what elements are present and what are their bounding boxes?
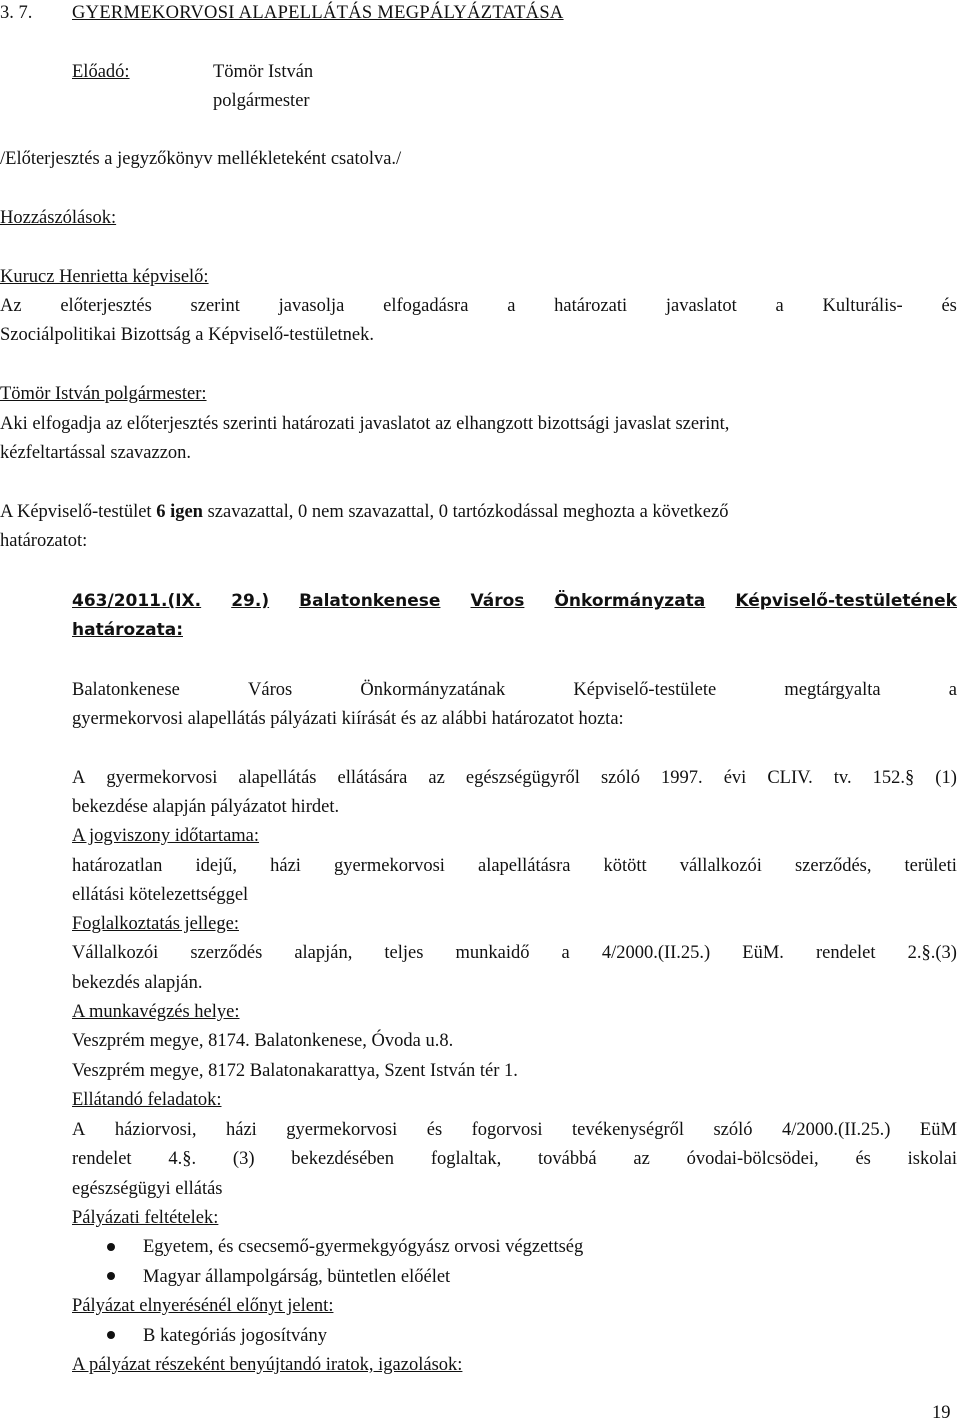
heading-elony: Pályázat elnyerésénél előnyt jelent: — [72, 1296, 334, 1316]
munkavegzes-line2: Veszprém megye, 8172 Balatonakarattya, Szent István tér 1. — [72, 1061, 518, 1081]
para1-line2: bekezdése alapján pályázatot hirdet. — [72, 797, 340, 817]
word: előterjesztés — [60, 296, 152, 316]
word: és — [855, 1149, 871, 1169]
word: és — [426, 1120, 443, 1140]
word: Önkormányzatának — [360, 680, 506, 700]
foglalkoztatas-line1 — [72, 944, 957, 963]
word: Képviselő-testülete — [573, 680, 717, 700]
vote-bold: 6 igen — [156, 502, 203, 522]
word: gyermekorvosi — [333, 856, 445, 876]
word: Önkormányzata — [554, 591, 706, 611]
word: alapellátás — [238, 768, 317, 788]
jogviszony-line1 — [72, 857, 957, 876]
word: fogorvosi — [471, 1120, 543, 1140]
resolution-intro-line1 — [72, 681, 957, 700]
word: Balatonkenese — [72, 680, 180, 700]
comments-heading: Hozzászólások: — [0, 208, 117, 228]
word: 152.§ — [872, 768, 915, 788]
word: háziorvosi, — [114, 1120, 197, 1140]
word: Az — [0, 296, 22, 316]
word: (1) — [935, 768, 957, 788]
word: a — [948, 680, 957, 700]
word: Vállalkozói — [72, 943, 159, 963]
word: EüM. — [742, 943, 784, 963]
word: gyermekorvosi — [106, 768, 218, 788]
feladatok-line2 — [72, 1150, 957, 1169]
word: a — [507, 296, 516, 316]
word: (3) — [232, 1149, 255, 1169]
word: és — [941, 296, 957, 316]
resolution-intro-line2: gyermekorvosi alapellátás pályázati kiírását és az alábbi határozatot hozta: — [72, 709, 624, 729]
elony-item: B kategóriás jogosítvány — [143, 1326, 327, 1346]
word: EüM — [919, 1120, 957, 1140]
munkavegzes-line1: Veszprém megye, 8174. Balatonkenese, Óvoda u.8. — [72, 1031, 454, 1051]
speaker2-name: Tömör István polgármester: — [0, 384, 207, 404]
word: alapján, — [294, 943, 353, 963]
heading-jogviszony: A jogviszony időtartama: — [72, 826, 260, 846]
word: a — [561, 943, 570, 963]
word: évi — [723, 768, 747, 788]
speaker1-line2: Szociálpolitikai Bizottság a Képviselő-testületnek. — [0, 325, 375, 345]
word: 4/2000.(II.25.) — [782, 1120, 891, 1140]
word: Balatonkenese — [299, 591, 441, 611]
word: tevékenységről — [572, 1120, 685, 1140]
heading-foglalkoztatas: Foglalkoztatás jellege: — [72, 914, 239, 934]
vote-line1 — [0, 503, 728, 522]
heading-feladatok: Ellátandó feladatok: — [72, 1090, 222, 1110]
vote-post: szavazattal, 0 nem szavazattal, 0 tartózkodással meghozta a következő — [202, 502, 729, 522]
word: szerződés, — [794, 856, 872, 876]
speaker2-line2: kézfeltartással szavazzon. — [0, 443, 192, 463]
word: munkaidő — [455, 943, 530, 963]
word: vállalkozói — [679, 856, 762, 876]
word: alapellátásra — [478, 856, 571, 876]
word: az — [633, 1149, 650, 1169]
word: foglaltak, — [430, 1149, 502, 1169]
word: területi — [904, 856, 957, 876]
page-number: 19 — [932, 1403, 951, 1423]
word: 29.) — [231, 591, 270, 611]
heading-feltetelek: Pályázati feltételek: — [72, 1208, 219, 1228]
word: rendelet — [815, 943, 876, 963]
word: gyermekorvosi — [286, 1120, 398, 1140]
resolution-title-line2: határozata: — [72, 620, 183, 640]
word: házi — [270, 856, 301, 876]
attachment-note: /Előterjesztés a jegyzőkönyv mellékleteként csatolva./ — [0, 149, 402, 169]
word: rendelet — [72, 1149, 132, 1169]
word: CLIV. — [767, 768, 813, 788]
word: Város — [248, 680, 293, 700]
speaker1-name: Kurucz Henrietta képviselő: — [0, 267, 209, 287]
word: kötött — [603, 856, 647, 876]
word: A — [72, 768, 86, 788]
bullet-icon — [107, 1272, 115, 1280]
word: javasolja — [278, 296, 345, 316]
word: a — [775, 296, 784, 316]
speaker1-line1 — [0, 297, 957, 316]
feladatok-line1 — [72, 1121, 957, 1140]
word: elfogadásra — [383, 296, 469, 316]
word: 2.§.(3) — [907, 943, 957, 963]
word: az — [428, 768, 445, 788]
word: idejű, — [195, 856, 238, 876]
vote-pre: A Képviselő-testület — [0, 502, 157, 522]
word: iskolai — [907, 1149, 957, 1169]
word: szerződés — [190, 943, 263, 963]
word: tv. — [833, 768, 852, 788]
speaker2-line1: Aki elfogadja az előterjesztés szerinti határozati javaslatot az elhangzott bizottsági javaslat szerint, — [0, 414, 730, 434]
word: szóló — [713, 1120, 753, 1140]
jogviszony-line2: ellátási kötelezettséggel — [72, 885, 249, 905]
word: Képviselő-testületének — [735, 591, 957, 611]
foglalkoztatas-line2: bekezdés alapján. — [72, 973, 203, 993]
word: határozati — [554, 296, 628, 316]
feladatok-line3: egészségügyi ellátás — [72, 1179, 223, 1199]
word: teljes — [384, 943, 424, 963]
word: 1997. — [661, 768, 703, 788]
heading-iratok: A pályázat részeként benyújtandó iratok, igazolások: — [72, 1355, 463, 1375]
word: továbbá — [538, 1149, 597, 1169]
word: házi — [226, 1120, 257, 1140]
vote-line2: határozatot: — [0, 531, 88, 551]
bullet-icon — [107, 1331, 115, 1339]
word: Város — [470, 591, 525, 611]
word: 463/2011.(IX. — [72, 591, 202, 611]
presenter-label: Előadó: — [72, 62, 130, 82]
word: ellátására — [337, 768, 408, 788]
section-number: 3. 7. — [0, 3, 33, 23]
para1-line1 — [72, 769, 957, 788]
presenter-role: polgármester — [213, 91, 310, 111]
word: 4/2000.(II.25.) — [601, 943, 711, 963]
section-title: GYERMEKORVOSI ALAPELLÁTÁS MEGPÁLYÁZTATÁSA — [72, 3, 564, 23]
presenter-name: Tömör István — [213, 62, 314, 82]
word: Kulturális- — [822, 296, 903, 316]
heading-munkavegzes: A munkavégzés helye: — [72, 1002, 240, 1022]
feltetelek-item: Egyetem, és csecsemő-gyermekgyógyász orvosi végzettség — [143, 1237, 584, 1257]
word: bekezdésében — [291, 1149, 395, 1169]
word: óvodai-bölcsödei, — [686, 1149, 819, 1169]
resolution-title — [72, 593, 957, 610]
bullet-icon — [107, 1243, 115, 1251]
word: 4.§. — [168, 1149, 197, 1169]
feltetelek-item: Magyar állampolgárság, büntetlen előélet — [143, 1267, 451, 1287]
word: egészségügyről — [465, 768, 580, 788]
word: megtárgyalta — [784, 680, 881, 700]
word: javaslatot — [665, 296, 737, 316]
word: szóló — [600, 768, 641, 788]
word: határozatlan — [72, 856, 163, 876]
word: szerint — [190, 296, 240, 316]
word: A — [72, 1120, 86, 1140]
